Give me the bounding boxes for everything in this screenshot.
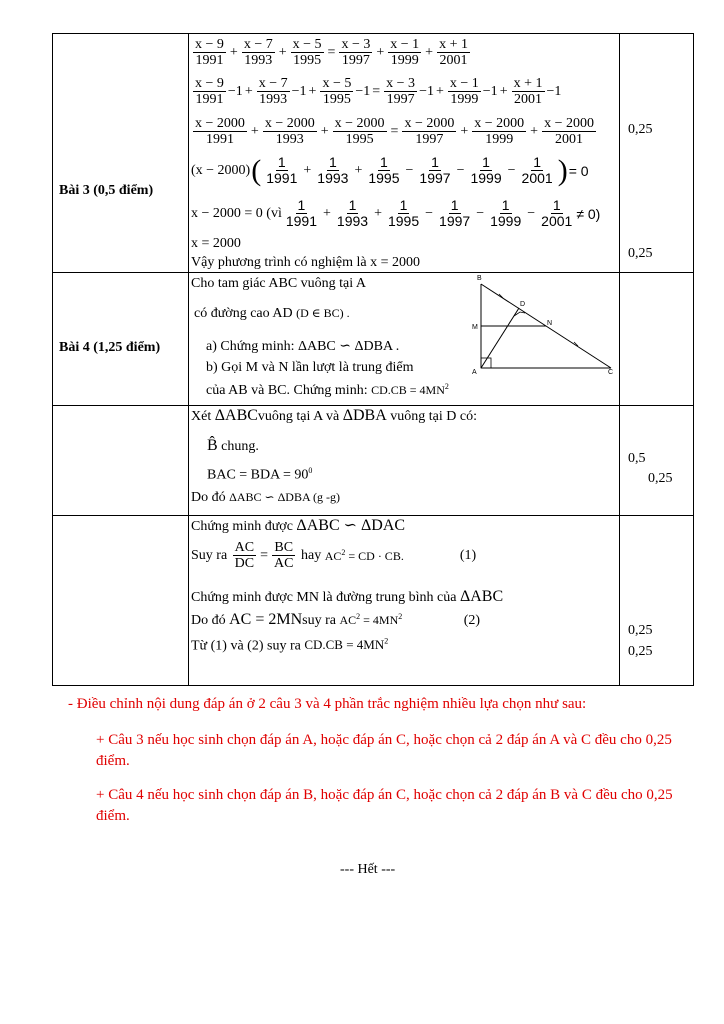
bai4-part-a-line3: BAC = BDA = $90^0$	[207, 466, 313, 483]
bai3-eq5: x − 2000 = 0 (vì $\frac{1}{1991}$ + $\frac{1}{1993}$ + $\frac{1}{1995}$ − $\frac{1}{1997}$ − $\frac{1}{1999}$ − $\frac{1}{2001}$ ≠ 0)	[191, 197, 601, 229]
bai4-part-a-line1: Xét ΔABCvuông tại A và ΔDBA vuông tại D có:	[191, 407, 477, 424]
bai4-problem-a: a) Chứng minh: ΔABC ∽ ΔDBA .	[206, 339, 400, 354]
note-cau3: + Câu 3 nếu học sinh chọn đáp án A, hoặc đáp án C, hoặc chọn cả 2 đáp án A và C đều cho 0,25 điểm.	[96, 732, 672, 769]
bai3-label-cell	[53, 34, 189, 273]
bai4-problem-score-cell	[620, 273, 694, 406]
bai4-empty-cell-b	[53, 516, 189, 686]
bai4-part-a-line4: Do đó ΔABC ∽ ΔDBA (g -g)	[191, 490, 340, 505]
label-d: D	[520, 301, 526, 308]
bai3-score-2: 0,25	[628, 246, 653, 261]
bai4-part-b-line2: Suy ra $\frac{AC}{DC}$ = $\frac{BC}{AC}$ hay $AC^2$ = CD · CB. (1)	[191, 540, 477, 571]
bai4-empty-cell-a	[53, 406, 189, 516]
bai3-score-cell	[620, 34, 694, 273]
altitude-ad	[481, 308, 519, 368]
note-cau4: + Câu 4 nếu học sinh chọn đáp án B, hoặc đáp án C, hoặc chọn cả 2 đáp án B và C đều cho 0,25 điểm.	[96, 787, 673, 824]
bai3-label: Bài 3 (0,5 điểm)	[59, 183, 154, 198]
bai4-problem-line2: có đường cao AD (D ∈ BC) .	[194, 306, 350, 321]
bai3-score-1: 0,25	[628, 122, 653, 137]
bai4-part-b-line4: Do đó AC = 2MNsuy ra $AC^2 = 4MN^2$ (2)	[191, 611, 481, 628]
bai4-problem-line1: Cho tam giác ABC vuông tại A	[191, 276, 366, 291]
bai4-part-b-line5: Từ (1) và (2) suy ra $CD.CB = 4MN^2$	[191, 637, 389, 654]
bai4-part-b-line3: Chứng minh được MN là đường trung bình của ΔABC	[191, 588, 504, 605]
bai4-label: Bài 4 (1,25 điểm)	[59, 340, 161, 355]
bai4-problem-b: b) Gọi M và N lần lượt là trung điểm	[206, 360, 414, 375]
bai3-eq2: $\frac{x - 9}{1991}$ −1 + $\frac{x - 7}{1993}$ −1 + $\frac{x - 5}{1995}$ −1 = $\frac{x - 3}{1997}$ −1 + $\frac{x - 1}{1999}$ −1 + $\frac{x + 1}{2001}$ −1	[195, 76, 562, 107]
bai4-part-b-score-2: 0,25	[628, 644, 653, 659]
bai4-part-b-score-1: 0,25	[628, 623, 653, 638]
bai3-conclusion: Vậy phương trình có nghiệm là x = 2000	[191, 255, 420, 270]
bai3-step6: x = 2000	[191, 236, 241, 251]
bai3-eq4: (x − 2000) ( $\frac{1}{1991}$ + $\frac{1}{1993}$ + $\frac{1}{1995}$ − $\frac{1}{1997}$ − $\frac{1}{1999}$ − $\frac{1}{2001}$ ) = 0	[191, 153, 589, 187]
label-n: N	[547, 320, 553, 327]
end-marker: --- Hết ---	[340, 862, 396, 877]
bai3-content-cell	[188, 34, 620, 273]
label-a: A	[472, 369, 477, 376]
bai4-part-a-line2: B̂ chung.	[207, 437, 259, 454]
bai4-part-a-score-2: 0,25	[648, 471, 673, 486]
label-m: M	[472, 324, 478, 331]
bai4-part-b-score-cell	[620, 516, 694, 686]
bai4-part-a-score-1: 0,5	[628, 451, 646, 466]
label-b: B	[477, 275, 482, 282]
triangle-figure	[470, 274, 620, 378]
bai3-eq1: $\frac{x - 9}{1991}$ + $\frac{x - 7}{1993}$ + $\frac{x - 5}{1995}$ = $\frac{x - 3}{1997}$ + $\frac{x - 1}{1999}$ + $\frac{x + 1}{2001}$	[195, 37, 468, 68]
bai3-eq3: $\frac{x - 2000}{1991}$ + $\frac{x - 2000}{1993}$ + $\frac{x - 2000}{1995}$ = $\frac{x - 2000}{1997}$ + $\frac{x - 2000}{1999}$ + $\frac{x - 2000}{2001}$	[195, 116, 594, 147]
bai4-label-cell	[53, 273, 189, 406]
bai4-problem-b2: của AB và BC. Chứng minh: $CD.CB = 4MN^2$	[206, 382, 449, 398]
note-adjustment: - Điều chỉnh nội dung đáp án ở 2 câu 3 và 4 phần trắc nghiệm nhiều lựa chọn như sau:	[68, 696, 587, 712]
bai4-part-b-line1: Chứng minh được ΔABC ∽ ΔDAC	[191, 517, 406, 534]
label-c: C	[608, 369, 614, 376]
